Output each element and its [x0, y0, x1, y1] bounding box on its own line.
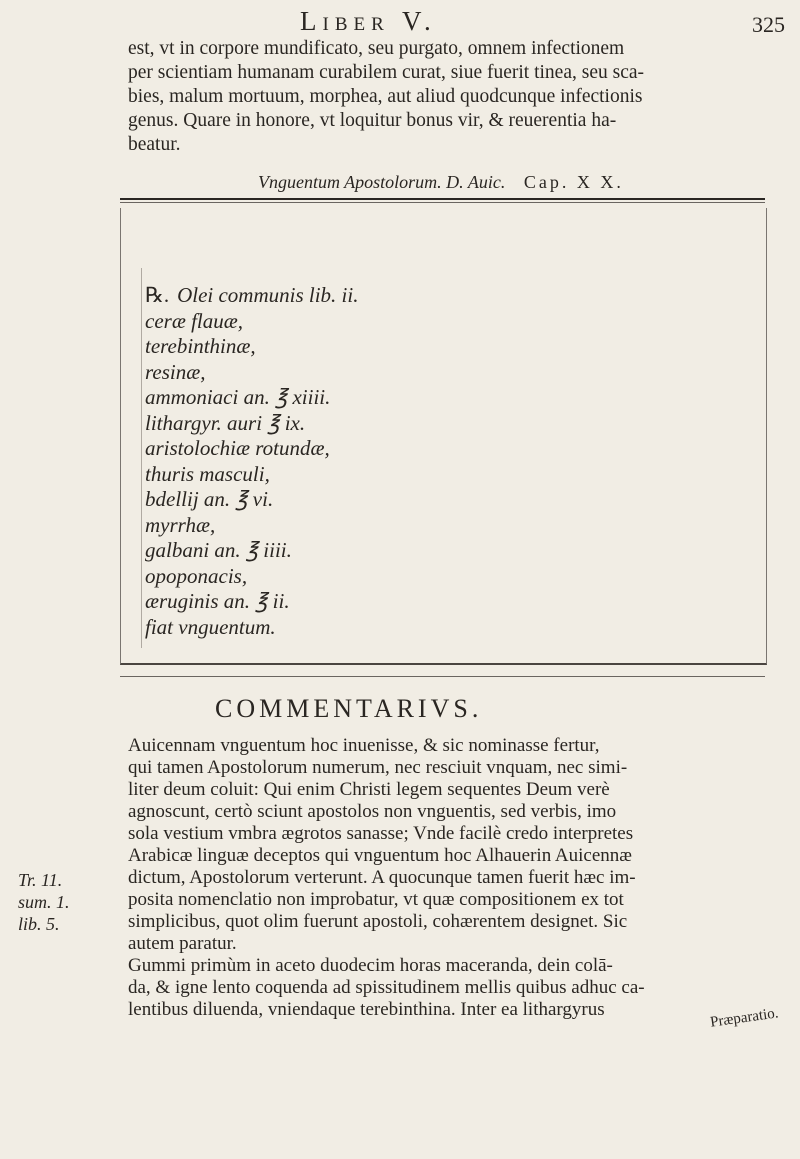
- commentary-body: [128, 735, 645, 1021]
- recipe-line: ammoniaci an. ℥ xiiii.: [145, 385, 331, 409]
- margin-note-right: Præparatio.: [709, 1005, 780, 1031]
- text-line: Auicennam vnguentum hoc inuenisse, & sic nominasse fertur,: [128, 735, 600, 756]
- recipe-line: æruginis an. ℥ ii.: [145, 589, 290, 613]
- text-line: simplicibus, quot olim fuerunt apostoli, cohærentem designet. Sic: [128, 911, 628, 932]
- commentary-title: COMMENTARIVS.: [215, 694, 483, 723]
- text-line: autem paratur.: [128, 933, 237, 954]
- page-header: [0, 6, 800, 36]
- running-title: Liber V.: [300, 6, 437, 36]
- text-line: liter deum coluit: Qui enim Christi legem sequentes Deum verè: [128, 779, 610, 800]
- recipe-line: fiat vnguentum.: [145, 614, 276, 639]
- margin-note: sum. 1.: [18, 892, 70, 912]
- recipe-line: ceræ flauæ,: [145, 308, 243, 333]
- text-line: posita nomenclatio non improbatur, vt quæ compositionem ex tot: [128, 889, 624, 910]
- divider: [120, 202, 765, 203]
- margin-note: Tr. 11.: [18, 870, 63, 890]
- text-line: agnoscunt, certò sciunt apostolos non vnguentis, sed verbis, imo: [128, 801, 617, 822]
- recipe-heading: [258, 172, 624, 193]
- recipe-line: galbani an. ℥ iiii.: [145, 538, 292, 562]
- divider: [120, 676, 765, 677]
- recipe-line: ℞. Olei communis lib. ii.: [145, 283, 359, 307]
- chapter-label: Cap. X X.: [523, 172, 624, 192]
- text-line: lentibus diluenda, vniendaque terebinthina. Inter ea lithargyrus: [128, 999, 605, 1020]
- text-line: da, & igne lento coquenda ad spissitudinem mellis quibus adhuc ca-: [128, 977, 645, 998]
- recipe-line: myrrhæ,: [145, 512, 216, 537]
- recipe-line: terebinthinæ,: [145, 334, 256, 358]
- text-line: Arabicæ linguæ deceptos qui vnguentum hoc Alhauerin Auicennæ: [128, 845, 632, 866]
- divider: [120, 198, 765, 200]
- recipe-line: resinæ,: [145, 359, 206, 384]
- text-line: Gummi primùm in aceto duodecim horas maceranda, dein colā-: [128, 955, 613, 976]
- text-line: qui tamen Apostolorum numerum, nec resciuit vnquam, nec simi-: [128, 757, 628, 778]
- text-line: dictum, Apostolorum verterunt. A quocunque tamen fuerit hæc im-: [128, 867, 636, 888]
- recipe-line: aristolochiæ rotundæ,: [145, 436, 330, 460]
- margin-note: lib. 5.: [18, 914, 60, 934]
- text-line: est, vt in corpore mundificato, seu purgato, omnem infectionem: [128, 38, 625, 59]
- text-line: bies, malum mortuum, morphea, aut aliud quodcunque infectionis: [128, 86, 643, 107]
- recipe-line: opoponacis,: [145, 563, 248, 588]
- recipe-symbol: ℞.: [145, 283, 170, 307]
- recipe-line: thuris masculi,: [145, 461, 270, 486]
- text-line: per scientiam humanam curabilem curat, siue fuerit tinea, seu sca-: [128, 62, 644, 83]
- page-number: 325: [752, 12, 785, 37]
- text-line: genus. Quare in honore, vt loquitur bonus vir, & reuerentia ha-: [128, 110, 617, 131]
- recipe-line: lithargyr. auri ℥ ix.: [145, 410, 306, 435]
- text-line: sola vestium vmbra ægrotos sanasse; Vnde facilè credo interpretes: [128, 823, 634, 844]
- recipe-line: bdellij an. ℥ vi.: [145, 487, 274, 511]
- text-line: beatur.: [128, 134, 181, 155]
- intro-paragraph: [128, 37, 644, 157]
- recipe-title: Vnguentum Apostolorum. D. Auic.: [258, 172, 506, 192]
- recipe-list: [145, 283, 358, 640]
